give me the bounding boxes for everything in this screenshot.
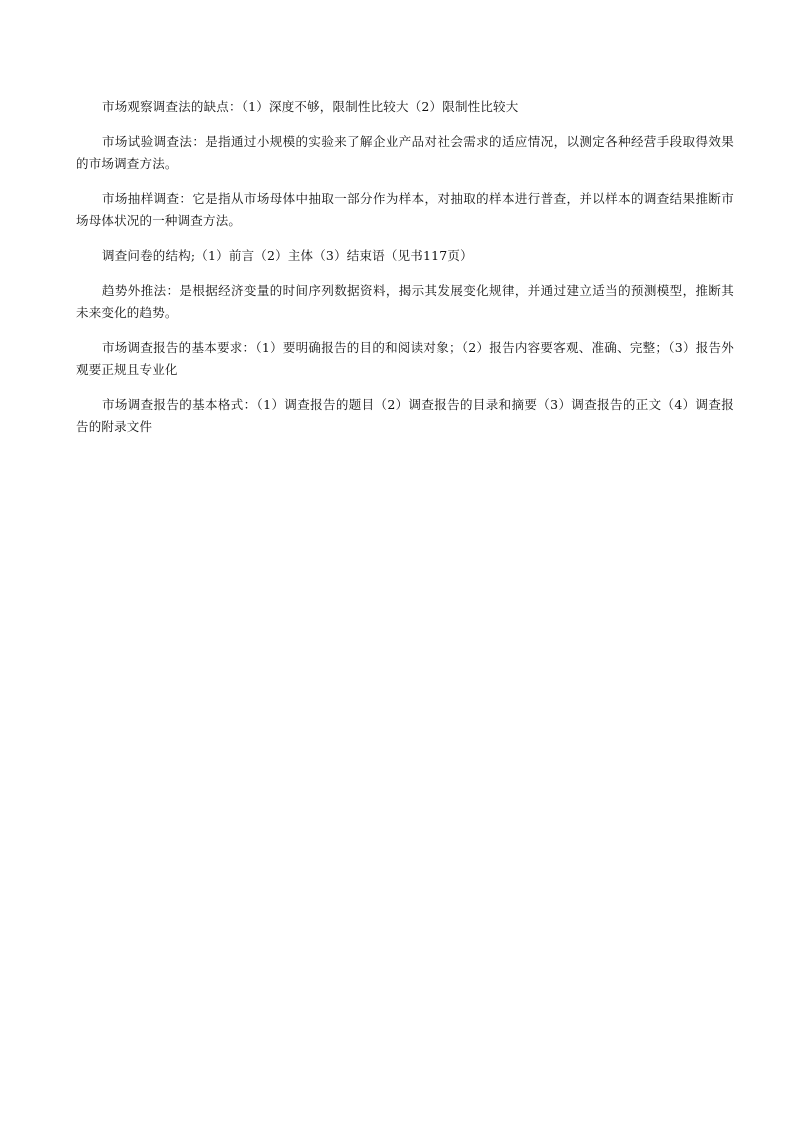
paragraph-experiment-method: 市场试验调查法：是指通过小规模的实验来了解企业产品对社会需求的适应情况，以测定各种经营手段取得效果的市场调查方法。: [76, 134, 734, 171]
paragraph-trend-extrapolation: 趋势外推法：是根据经济变量的时间序列数据资料，揭示其发展变化规律，并通过建立适当的预测模型，推断其未来变化的趋势。: [76, 283, 734, 320]
paragraph-report-requirements: 市场调查报告的基本要求：（1）要明确报告的目的和阅读对象；（2）报告内容要客观、准确、完整；（3）报告外观要正规且专业化: [76, 340, 734, 377]
paragraph-questionnaire-structure: 调查问卷的结构;（1）前言（2）主体（3）结束语（见书117页）: [102, 248, 473, 263]
document-body: [76, 96, 734, 451]
paragraph-observation-method-drawbacks: 市场观察调查法的缺点：（1）深度不够，限制性比较大（2）限制性比较大: [102, 99, 519, 114]
paragraph-sampling-survey: 市场抽样调查：它是指从市场母体中抽取一部分作为样本，对抽取的样本进行普查，并以样本的调查结果推断市场母体状况的一种调查方法。: [76, 191, 734, 228]
paragraph-report-format: 市场调查报告的基本格式：（1）调查报告的题目（2）调查报告的目录和摘要（3）调查报告的正文（4）调查报告的附录文件: [76, 397, 734, 434]
